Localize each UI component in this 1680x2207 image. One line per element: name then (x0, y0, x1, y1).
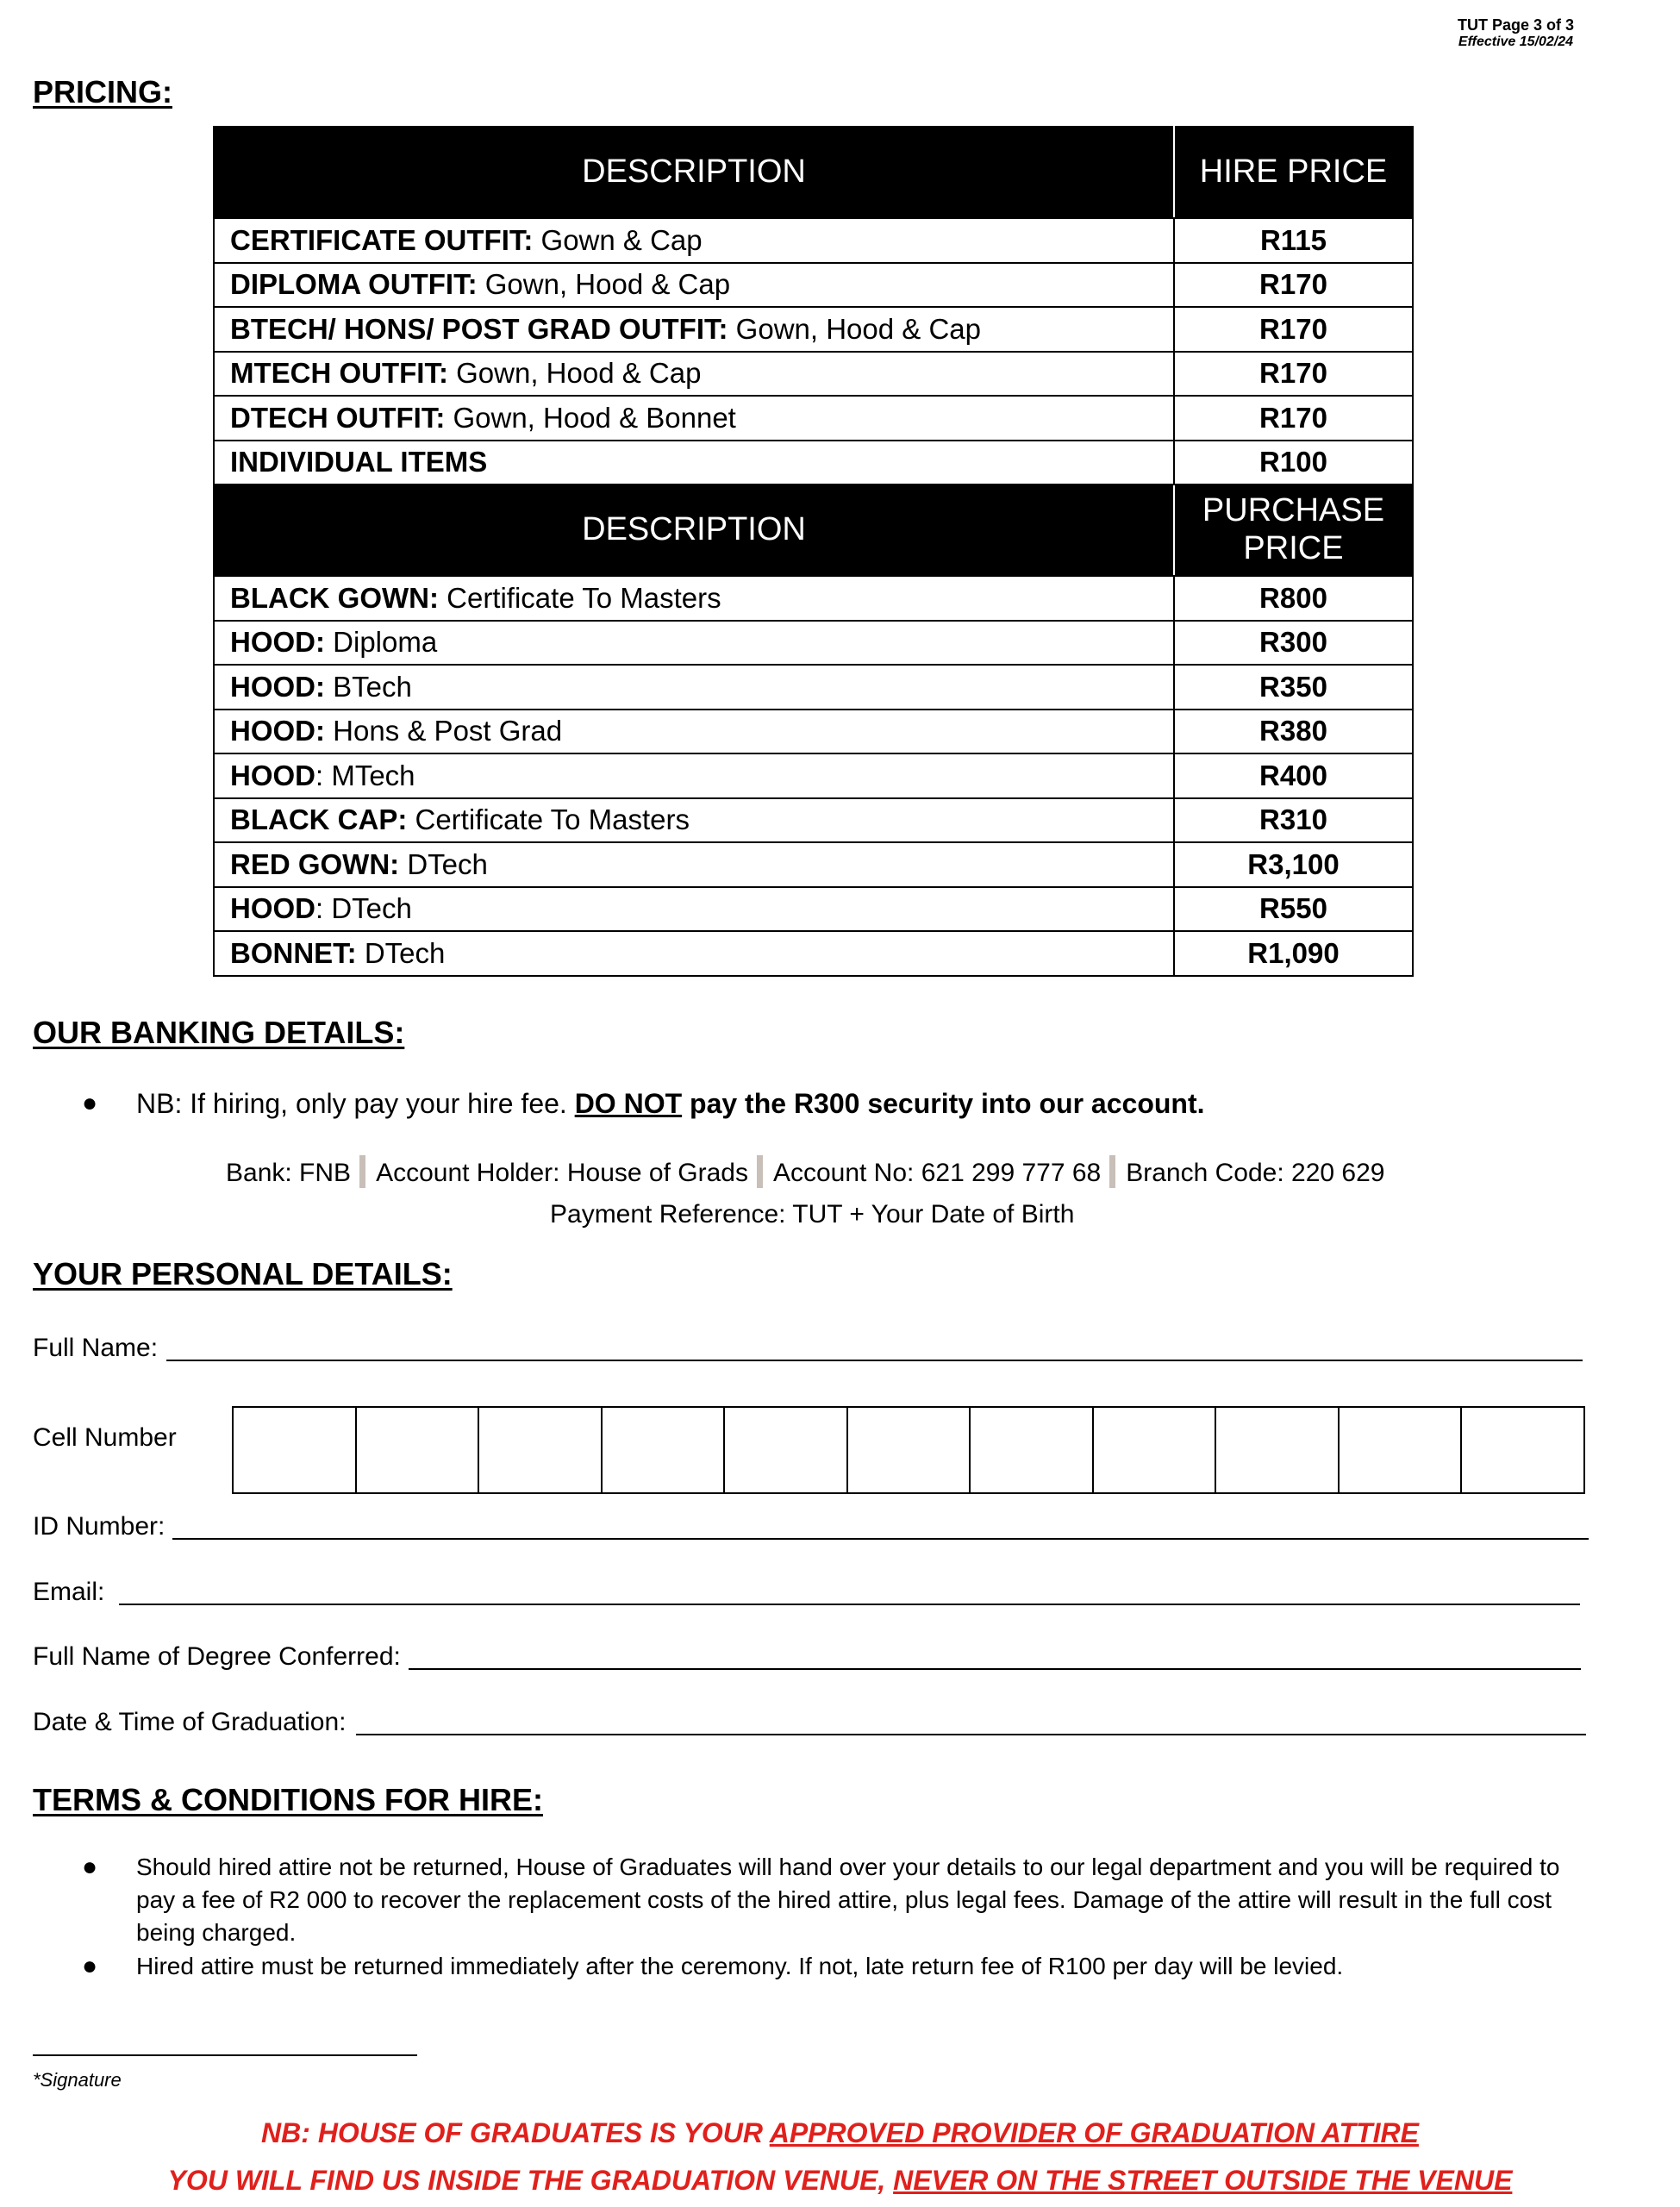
banking-heading: OUR BANKING DETAILS: (33, 1015, 405, 1050)
item-price: R3,100 (1174, 842, 1413, 887)
item-name: MTECH OUTFIT: (230, 357, 448, 390)
item-detail: Certificate To Masters (438, 581, 721, 614)
price-row (214, 753, 1413, 798)
item-description (214, 753, 1174, 798)
item-name: DIPLOMA OUTFIT: (230, 268, 478, 301)
item-description (214, 352, 1174, 397)
full-name-label: Full Name: (33, 1334, 159, 1362)
purchase-price-header-line2: PRICE (1243, 530, 1344, 566)
item-detail: DTech (356, 936, 446, 969)
graduation-label: Date & Time of Graduation: (33, 1708, 347, 1736)
item-detail: Gown, Hood & Cap (477, 268, 731, 301)
signature-field[interactable] (33, 2054, 417, 2056)
price-row (214, 665, 1413, 710)
account-number: Account No: 621 299 777 68 (772, 1159, 1102, 1187)
item-name: BTECH/ HONS/ POST GRAD OUTFIT: (230, 312, 728, 345)
item-name: HOOD: (230, 715, 325, 747)
item-detail: Gown, Hood & Cap (728, 312, 981, 345)
item-description (214, 798, 1174, 843)
item-price: R350 (1174, 665, 1413, 710)
terms-item (82, 1851, 1597, 1949)
item-name: DTECH OUTFIT: (230, 401, 446, 434)
item-price: R380 (1174, 710, 1413, 754)
nb-do-not: DO NOT (574, 1088, 683, 1119)
item-description (214, 842, 1174, 887)
item-description (214, 621, 1174, 666)
hire-price-header: HIRE PRICE (1174, 127, 1413, 218)
item-price: R100 (1174, 441, 1413, 485)
purchase-price-header-line1: PURCHASE (1202, 492, 1385, 529)
purchase-header-row (214, 485, 1413, 576)
item-name: HOOD: (230, 670, 325, 703)
separator (757, 1155, 763, 1188)
bank-details-line (226, 1155, 1384, 1188)
cell-number-label: Cell Number (33, 1423, 177, 1452)
effective-date: Effective 15/02/24 (1458, 34, 1574, 49)
bullet-icon: ● (82, 1089, 98, 1117)
item-name: BLACK GOWN: (230, 581, 439, 614)
item-description (214, 263, 1174, 308)
separator (359, 1155, 365, 1188)
footer-line-1 (0, 2117, 1680, 2149)
item-detail: Certificate To Masters (407, 803, 690, 836)
item-price: R800 (1174, 576, 1413, 621)
price-row (214, 842, 1413, 887)
cell-digit-box[interactable] (478, 1408, 601, 1492)
item-description (214, 710, 1174, 754)
payment-reference: Payment Reference: TUT + Your Date of Birth (550, 1200, 1075, 1229)
cell-digit-box[interactable] (846, 1408, 970, 1492)
banking-nb-item (82, 1087, 1205, 1120)
id-number-field[interactable] (172, 1538, 1589, 1540)
cell-digit-box[interactable] (1338, 1408, 1461, 1492)
price-row (214, 931, 1413, 976)
id-number-label: ID Number: (33, 1512, 166, 1541)
nb-suffix: pay the R300 security into our account. (682, 1088, 1205, 1119)
cell-digit-box[interactable] (234, 1408, 355, 1492)
item-detail: Gown, Hood & Cap (447, 357, 702, 390)
item-detail: Gown, Hood & Bonnet (445, 401, 736, 434)
hire-header-row (214, 127, 1413, 218)
price-row (214, 218, 1413, 263)
price-row (214, 441, 1413, 485)
separator (1109, 1155, 1115, 1188)
cell-digit-box[interactable] (969, 1408, 1092, 1492)
item-price: R310 (1174, 798, 1413, 843)
terms-heading: TERMS & CONDITIONS FOR HIRE: (33, 1782, 543, 1817)
email-label: Email: (33, 1578, 105, 1606)
footer-line-2 (0, 2165, 1680, 2197)
item-detail: Hons & Post Grad (325, 715, 563, 747)
personal-heading: YOUR PERSONAL DETAILS: (33, 1256, 453, 1291)
item-name: RED GOWN: (230, 847, 400, 880)
price-row (214, 798, 1413, 843)
page-label: TUT Page 3 of 3 (1457, 16, 1574, 34)
price-row (214, 307, 1413, 352)
item-detail: BTech (325, 670, 412, 703)
item-detail: : DTech (315, 892, 412, 925)
item-name: HOOD: (230, 626, 325, 659)
bullet-icon: ● (82, 1853, 98, 1881)
item-price: R170 (1174, 307, 1413, 352)
price-row (214, 576, 1413, 621)
item-detail: DTech (399, 847, 488, 880)
item-description (214, 307, 1174, 352)
bank-name: Bank: FNB (226, 1159, 352, 1187)
cell-digit-box[interactable] (601, 1408, 724, 1492)
page-number-block (1458, 16, 1574, 50)
item-price: R170 (1174, 263, 1413, 308)
item-price: R170 (1174, 396, 1413, 441)
item-description (214, 887, 1174, 932)
item-price: R300 (1174, 621, 1413, 666)
price-row (214, 396, 1413, 441)
email-field[interactable] (119, 1604, 1580, 1605)
item-price: R1,090 (1174, 931, 1413, 976)
cell-digit-box[interactable] (1092, 1408, 1215, 1492)
footer-line-1-prefix: NB: HOUSE OF GRADUATES IS YOUR (261, 2117, 770, 2148)
item-name: BONNET: (230, 936, 357, 969)
purchase-price-header (1174, 485, 1413, 576)
cell-digit-box[interactable] (1215, 1408, 1338, 1492)
item-description (214, 218, 1174, 263)
price-row (214, 887, 1413, 932)
item-description (214, 931, 1174, 976)
graduation-field[interactable] (356, 1734, 1586, 1735)
item-detail: Diploma (325, 626, 438, 659)
item-detail: : MTech (315, 759, 415, 791)
cell-number-boxes[interactable] (232, 1406, 1585, 1494)
cell-digit-box[interactable] (723, 1408, 846, 1492)
item-price: R115 (1174, 218, 1413, 263)
branch-code: Branch Code: 220 629 (1126, 1159, 1385, 1187)
price-row (214, 621, 1413, 666)
bullet-icon: ● (82, 1952, 98, 1980)
item-price: R550 (1174, 887, 1413, 932)
item-price: R170 (1174, 352, 1413, 397)
price-row (214, 710, 1413, 754)
item-description (214, 665, 1174, 710)
account-holder: Account Holder: House of Grads (376, 1159, 748, 1187)
item-name: INDIVIDUAL ITEMS (230, 446, 488, 478)
item-detail: Gown & Cap (533, 223, 703, 256)
pricing-heading: PRICING: (33, 74, 172, 109)
terms-item (82, 1950, 1597, 1983)
cell-digit-box[interactable] (1460, 1408, 1583, 1492)
degree-label: Full Name of Degree Conferred: (33, 1642, 401, 1671)
signature-label: *Signature (33, 2069, 122, 2091)
hire-description-header: DESCRIPTION (214, 127, 1174, 218)
item-name: CERTIFICATE OUTFIT: (230, 223, 534, 256)
price-row (214, 352, 1413, 397)
terms-item-text: Should hired attire not be returned, House of Graduates will hand over your details to our legal department and you will be required to pay a fee of R2 000 to recover the replacement costs of the hired attire, plus legal fees. Damage of the attire will result in the full cost being charged. (136, 1854, 1560, 1946)
price-row (214, 263, 1413, 308)
full-name-field[interactable] (166, 1360, 1583, 1361)
purchase-description-header: DESCRIPTION (214, 485, 1174, 576)
item-description (214, 576, 1174, 621)
item-name: BLACK CAP: (230, 803, 408, 836)
item-name: HOOD (230, 892, 315, 925)
degree-field[interactable] (409, 1668, 1581, 1670)
nb-prefix: NB: If hiring, only pay your hire fee. (136, 1088, 575, 1119)
pricing-table (213, 126, 1414, 977)
item-name: HOOD (230, 759, 315, 791)
cell-digit-box[interactable] (355, 1408, 478, 1492)
item-description (214, 396, 1174, 441)
footer-line-2-underlined: NEVER ON THE STREET OUTSIDE THE VENUE (893, 2165, 1513, 2196)
footer-line-1-underlined: APPROVED PROVIDER OF GRADUATION ATTIRE (769, 2117, 1419, 2148)
footer-line-2-prefix: YOU WILL FIND US INSIDE THE GRADUATION VENUE, (167, 2165, 894, 2196)
item-description (214, 441, 1174, 485)
terms-item-text: Hired attire must be returned immediately after the ceremony. If not, late return fee of R100 per day will be levied. (136, 1953, 1344, 1979)
item-price: R400 (1174, 753, 1413, 798)
